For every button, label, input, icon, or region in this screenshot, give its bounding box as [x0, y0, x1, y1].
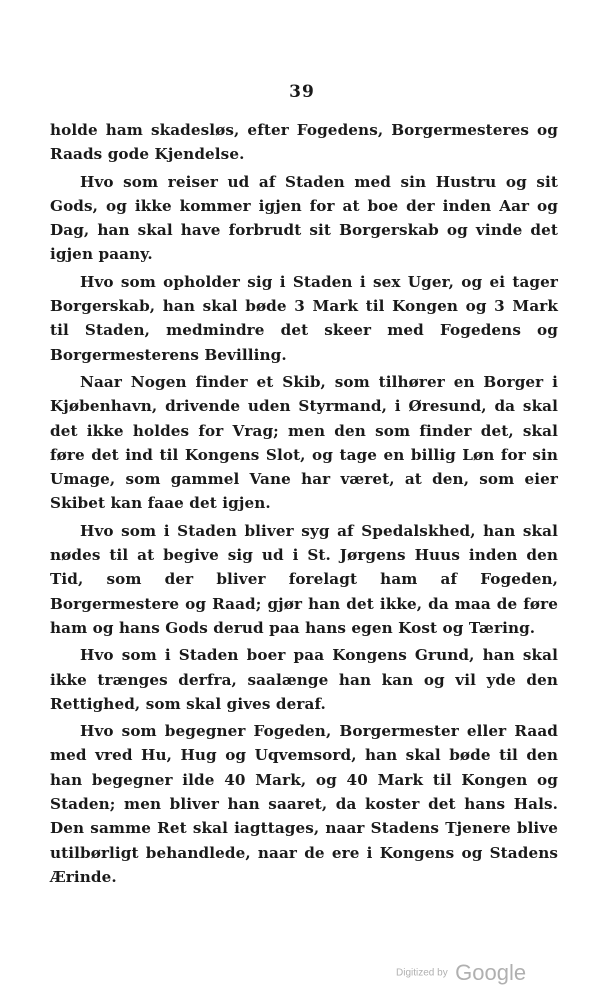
paragraph-insult-officials: Hvo som begegner Fogeden, Borgermester eller Raad med vred Hu, Hug og Uqvemsord, han skal bøde til den han begegner ilde 40 Mark, og 40 Mark til Kongen og Staden; men bliver han saaret, da koster det hans Hals. Den samme Ret skal iagttages, naar Stadens Tjenere blive utilbørligt behandlede, naar de ere i Kongens og Stadens Ærinde.: [50, 722, 558, 886]
paragraph-found-ship: Naar Nogen finder et Skib, som tilhører en Borger i Kjøbenhavn, drivende uden Styrmand, i Øresund, da skal det ikke holdes for Vrag; men den som finder det, skal føre det ind til Kongens Slot, og tage en billig Løn for sin Umage, som gammel Vane har været, at den, som eier Skibet kan faae det igjen.: [50, 372, 558, 513]
paragraph-leprosy: Hvo som i Staden bliver syg af Spedalskhed, han skal nødes til at begive sig ud i St. Jørgens Huus inden den Tid, som der bliver forelagt ham af Fogeden, Borgermestere og Raad; gjør han det ikke, da maa de føre ham og hans Gods derud paa hans egen Kost og Tæring.: [50, 521, 558, 637]
page-number: 39: [289, 82, 315, 102]
paragraph-continuation: holde ham skadesløs, efter Fogedens, Borgermesteres og Raads gode Kjendelse.: [50, 121, 558, 164]
body-text: [50, 118, 558, 892]
digitized-watermark: [396, 960, 526, 986]
paragraph-kings-ground: Hvo som i Staden boer paa Kongens Grund, han skal ikke trænges derfra, saalænge han kan og vil yde den Rettighed, som skal gives deraf.: [50, 646, 558, 713]
watermark-prefix: Digitized by: [396, 967, 448, 979]
paragraph-citizenship: Hvo som opholder sig i Staden i sex Uger, og ei tager Borgerskab, han skal bøde 3 Mark til Kongen og 3 Mark til Staden, medmindre det skeer med Fogedens og Borgermesterens Bevilling.: [50, 272, 558, 364]
google-logo-text: Google: [455, 960, 527, 985]
paragraph-leaving-town: Hvo som reiser ud af Staden med sin Hustru og sit Gods, og ikke kommer igjen for at boe der inden Aar og Dag, han skal have forbrudt sit Borgerskab og vinde det igjen paany.: [50, 172, 558, 264]
